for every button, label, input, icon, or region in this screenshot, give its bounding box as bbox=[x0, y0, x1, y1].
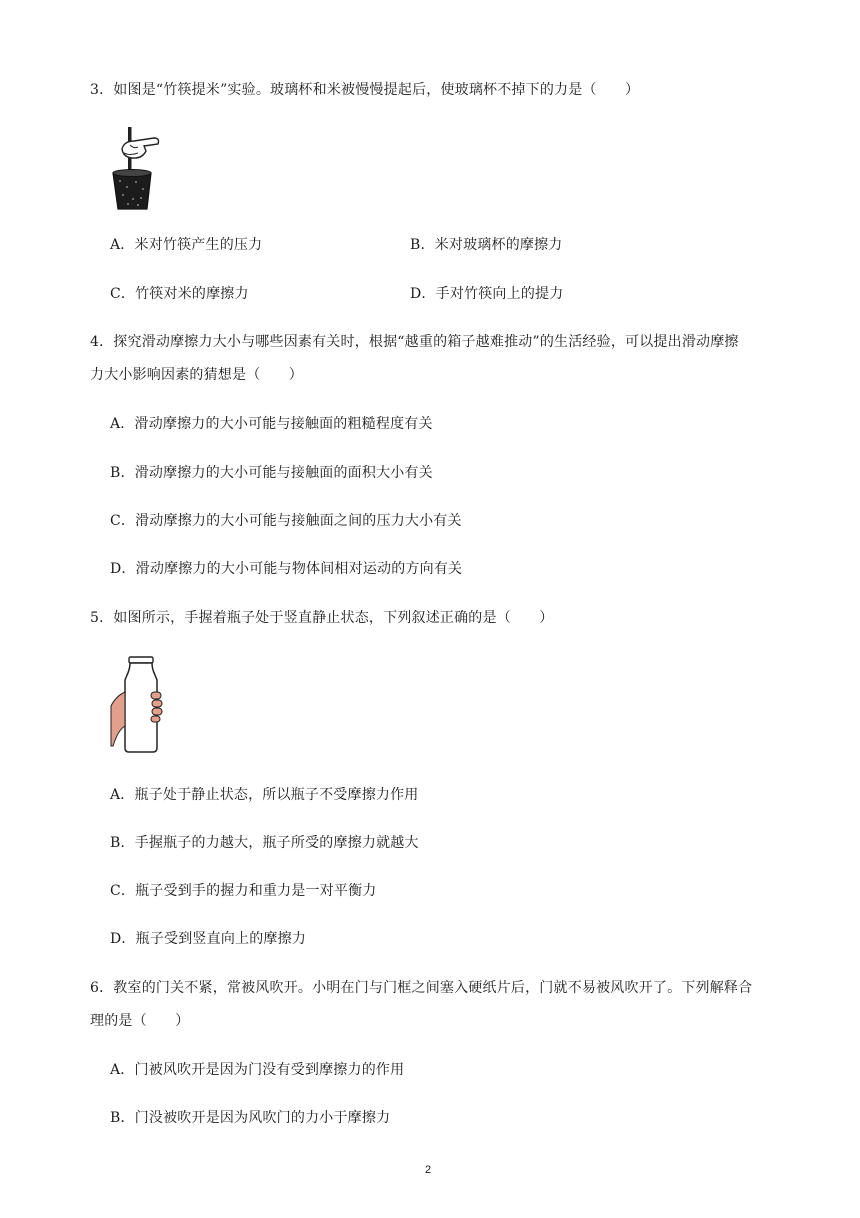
q4-stem-line-1: 4．探究滑动摩擦力大小与哪些因素有关时，根据“越重的箱子越难推动”的生活经验，可以提出滑动摩擦 bbox=[90, 334, 739, 350]
q5-stem: 5．如图所示，手握着瓶子处于竖直静止状态，下列叙述正确的是（ ） bbox=[90, 610, 554, 626]
q4-stem-line-2: 力大小影响因素的猜想是（ ） bbox=[90, 367, 303, 383]
chopstick-rice-figure bbox=[108, 125, 164, 213]
q5-option-c: C．瓶子受到手的握力和重力是一对平衡力 bbox=[110, 883, 377, 899]
q6-stem-line-2: 理的是（ ） bbox=[90, 1013, 190, 1029]
q3-stem: 3．如图是“竹筷提米”实验。玻璃杯和米被慢慢提起后，使玻璃杯不掉下的力是（ ） bbox=[90, 82, 640, 98]
q4-option-a: A．滑动摩擦力的大小可能与接触面的粗糙程度有关 bbox=[110, 416, 433, 432]
hand-bottle-figure bbox=[110, 656, 168, 754]
q3-option-d: D．手对竹筷向上的提力 bbox=[410, 286, 564, 302]
q5-option-d: D．瓶子受到竖直向上的摩擦力 bbox=[110, 931, 307, 947]
page-number: 2 bbox=[425, 1164, 432, 1176]
q4-option-d: D．滑动摩擦力的大小可能与物体间相对运动的方向有关 bbox=[110, 561, 463, 577]
q6-stem-line-1: 6．教室的门关不紧，常被风吹开。小明在门与门框之间塞入硬纸片后，门就不易被风吹开了。下列解释合 bbox=[90, 980, 753, 996]
q4-option-b: B．滑动摩擦力的大小可能与接触面的面积大小有关 bbox=[110, 465, 433, 481]
q5-option-b: B．手握瓶子的力越大，瓶子所受的摩擦力就越大 bbox=[110, 835, 419, 851]
q4-option-c: C．滑动摩擦力的大小可能与接触面之间的压力大小有关 bbox=[110, 513, 462, 529]
q6-option-a: A．门被风吹开是因为门没有受到摩擦力的作用 bbox=[110, 1062, 405, 1078]
q3-option-b: B．米对玻璃杯的摩擦力 bbox=[410, 237, 563, 253]
q5-option-a: A．瓶子处于静止状态，所以瓶子不受摩擦力作用 bbox=[110, 787, 419, 803]
q3-option-c: C．竹筷对米的摩擦力 bbox=[110, 286, 249, 302]
q3-option-a: A．米对竹筷产生的压力 bbox=[110, 237, 263, 253]
q6-option-b: B．门没被吹开是因为风吹门的力小于摩擦力 bbox=[110, 1110, 391, 1126]
